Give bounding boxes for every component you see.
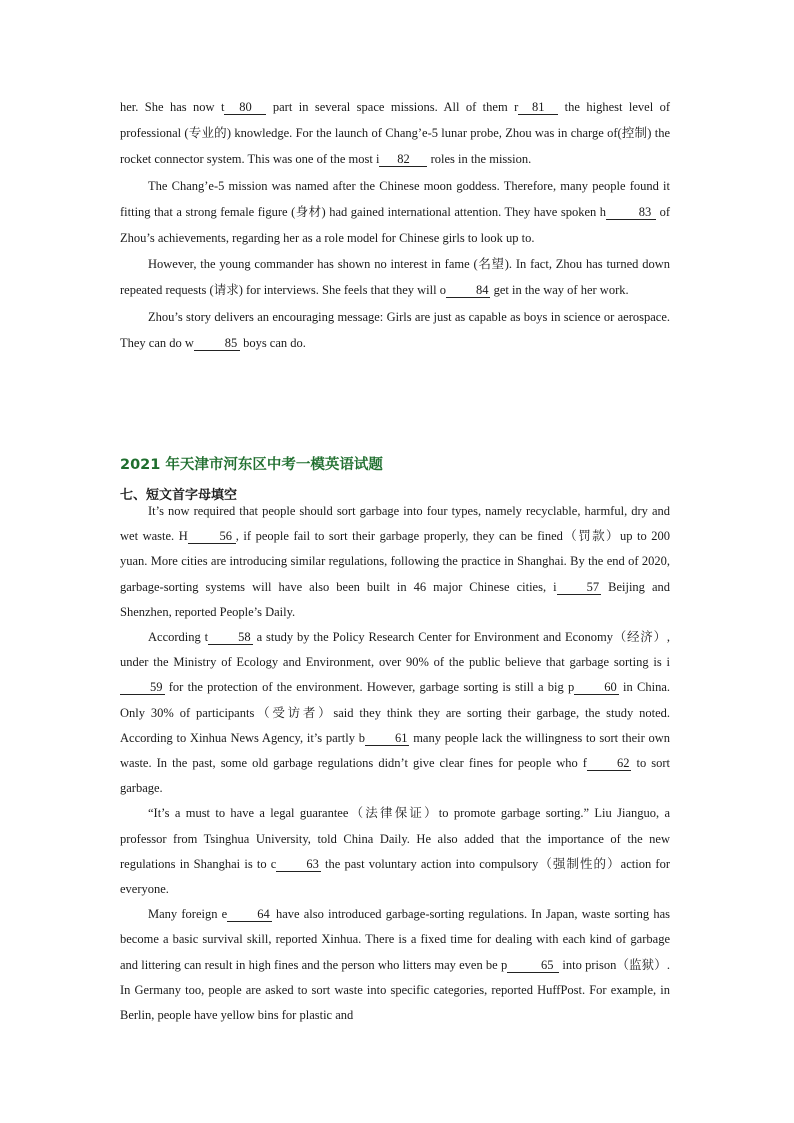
section-title: 2021 年天津市河东区中考一模英语试题	[120, 457, 383, 473]
sub-title: 七、短文首字母填空	[120, 488, 238, 503]
text-run: her. She has now t	[120, 100, 225, 114]
passage-2	[120, 499, 670, 1028]
blank-81: 81	[518, 100, 558, 115]
blank-61: 61	[365, 731, 410, 746]
blank-85: 85	[194, 336, 240, 351]
blank-82: 82	[379, 152, 427, 167]
passage-2-paragraph-2	[120, 625, 670, 801]
text-run: Many foreign e	[148, 907, 228, 922]
blank-59: 59	[120, 680, 165, 695]
text-run: have also introduced garbage-sorting regulations. In Japan, waste sorting has become a basic survival skill, reported Xinhua. There is a fixed time for dealing with each kind of garbage and littering can result in high fines and the person who litters may even be p	[120, 907, 670, 972]
text-run: Beijing and Shenzhen, reported People’s Daily.	[120, 579, 670, 619]
text-run: part in several space missions. All of them r	[266, 100, 519, 114]
text-run: the highest level of professional (专业的) knowledge. For the launch of Chang’e-5 lunar probe, Zhou was in charge of(控制) the rocket connector system. This was one of the most i	[120, 100, 670, 167]
text-run: many people lack the willingness to sort their own waste. In the past, some old garbage regulations didn’t give clear fines for people who f	[120, 730, 670, 771]
passage-1-paragraph-4	[120, 304, 670, 356]
text-run: for the protection of the environment. However, garbage sorting is still a big p	[164, 680, 575, 695]
text-run: “It’s a must to have a legal guarantee（法律保证）to promote garbage sorting.” Liu Jianguo, a professor from Tsinghua University, told China Daily. He also added that the importance of the new regulations in Shanghai is to c	[120, 806, 670, 871]
blank-58: 58	[208, 630, 253, 645]
text-run: , if people fail to sort their garbage properly, they can be fined（罚款）up to 200 yuan. More cities are introducing similar regulations, following the practice in Shanghai. By the end of 2020, garbage-sorting systems will have also been built in 46 major Chinese cities, i	[120, 529, 670, 594]
text-run: the past voluntary action into compulsory（强制性的）action for everyone.	[120, 856, 670, 897]
blank-84: 84	[446, 283, 491, 298]
text-run: into prison（监狱）. In Germany too, people are asked to sort waste into specific categories, reported HuffPost. For example, in Berlin, people have yellow bins for plastic and	[120, 957, 670, 1023]
text-run: a study by the Policy Research Center for Environment and Economy（经济）, under the Ministry of Ecology and Environment, over 90% of the public believe that garbage sorting is i	[120, 630, 671, 670]
blank-63: 63	[276, 857, 321, 872]
text-run: of Zhou’s achievements, regarding her as a role model for Chinese girls to look up to.	[120, 204, 670, 246]
passage-2-paragraph-1	[120, 499, 670, 625]
blank-57: 57	[557, 580, 602, 595]
text-run: According t	[148, 630, 209, 645]
text-run: The Chang’e-5 mission was named after the Chinese moon goddess. Therefore, many people found it fitting that a strong female figure (身材) had gained international attention. They have spoken h	[120, 178, 670, 219]
blank-64: 64	[227, 907, 272, 922]
text-run: get in the way of her work.	[490, 283, 629, 298]
text-run: in China. Only 30% of participants（受访者）said they think they are sorting their garbage, the study noted. According to Xinhua News Agency, it’s partly b	[120, 680, 670, 745]
blank-56: 56	[188, 529, 236, 544]
passage-1-paragraph-3	[120, 251, 670, 303]
blank-65: 65	[507, 958, 559, 973]
passage-1-paragraph-1	[120, 94, 670, 173]
text-run: boys can do.	[239, 335, 306, 350]
blank-80: 80	[224, 100, 266, 115]
text-run: However, the young commander has shown no interest in fame (名望). In fact, Zhou has turned down repeated requests (请求) for interviews. She feels that they will o	[120, 257, 670, 298]
passage-2-paragraph-4	[120, 902, 670, 1028]
blank-60: 60	[574, 680, 619, 695]
passage-1-paragraph-2	[120, 173, 670, 252]
text-run: It’s now required that people should sort garbage into four types, namely recyclable, harmful, dry and wet waste. H	[120, 504, 670, 544]
passage-2-paragraph-3	[120, 801, 670, 902]
blank-62: 62	[587, 756, 632, 771]
blank-83: 83	[606, 205, 656, 220]
text-run: roles in the mission.	[427, 152, 532, 167]
passage-1	[120, 94, 670, 356]
text-run: to sort garbage.	[120, 756, 670, 796]
text-run: Zhou’s story delivers an encouraging message: Girls are just as capable as boys in science or aerospace. They can do w	[120, 309, 670, 350]
